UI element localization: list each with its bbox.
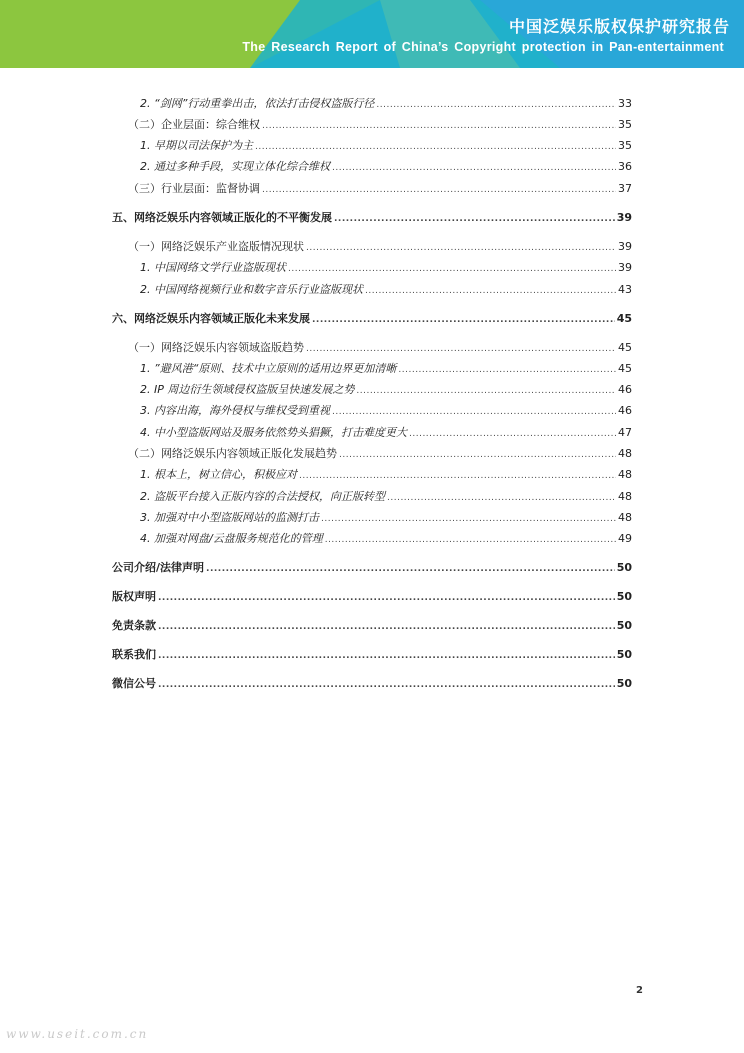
toc-entry-label: 2. IP 周边衍生领域侵权盗版呈快速发展之势: [140, 383, 355, 396]
toc-entry[interactable]: [112, 308, 632, 326]
toc-leader-dots: [332, 406, 616, 418]
toc-entry-page: 50: [616, 590, 632, 603]
toc-entry-label: （一）网络泛娱乐产业盗版情况现状: [128, 240, 304, 253]
toc-entry[interactable]: [112, 93, 632, 111]
toc-leader-dots: [409, 428, 616, 440]
toc-entry-label: 1. 根本上，树立信心，积极应对: [140, 468, 297, 481]
toc-entry[interactable]: [112, 178, 632, 196]
toc-entry[interactable]: [112, 557, 632, 575]
toc-entry-label: 2. “剑网”行动重拳出击，依法打击侵权盗版行径: [140, 97, 375, 110]
toc-entry-page: 45: [618, 362, 632, 375]
toc-entry-page: 35: [618, 118, 632, 131]
toc-entry-label: （三）行业层面：监督协调: [128, 182, 260, 195]
toc-entry[interactable]: [112, 236, 632, 254]
toc-entry-page: 39: [616, 211, 632, 224]
toc-entry-label: 2. 盗版平台接入正版内容的合法授权，向正版转型: [140, 490, 385, 503]
toc-entry[interactable]: [112, 528, 632, 546]
toc-entry-label: 1. 中国网络文学行业盗版现状: [140, 261, 286, 274]
toc-entry-label: 五、网络泛娱乐内容领域正版化的不平衡发展: [112, 211, 332, 224]
toc-entry-label: 公司介绍/法律声明: [112, 561, 205, 574]
toc-entry-label: 2. 通过多种手段，实现立体化综合维权: [140, 160, 330, 173]
toc-entry[interactable]: [112, 673, 632, 691]
toc-leader-dots: [365, 285, 616, 297]
report-subtitle: The Research Report of China’s Copyright protection in Pan-entertainment: [242, 40, 724, 54]
toc-leader-dots: [255, 141, 616, 153]
toc-leader-dots: [312, 314, 615, 326]
toc-leader-dots: [356, 385, 616, 397]
toc-entry-label: 微信公号: [112, 677, 156, 690]
toc-leader-dots: [262, 184, 616, 196]
toc-leader-dots: [398, 364, 616, 376]
toc-entry[interactable]: [112, 400, 632, 418]
toc-leader-dots: [332, 162, 616, 174]
toc-entry-page: 46: [618, 404, 632, 417]
toc-entry[interactable]: [112, 257, 632, 275]
toc-entry-page: 50: [616, 677, 632, 690]
toc-entry-label: 联系我们: [112, 648, 156, 661]
toc-entry[interactable]: [112, 156, 632, 174]
toc-entry-label: （二）企业层面：综合维权: [128, 118, 260, 131]
toc-entry-page: 50: [616, 561, 632, 574]
toc-entry-label: 六、网络泛娱乐内容领域正版化未来发展: [112, 312, 310, 325]
toc-entry-label: 1. 早期以司法保护为主: [140, 139, 253, 152]
toc-entry-label: 免责条款: [112, 619, 156, 632]
toc-entry-page: 39: [618, 240, 632, 253]
toc-entry-label: （二）网络泛娱乐内容领域正版化发展趋势: [128, 447, 337, 460]
toc-leader-dots: [306, 242, 616, 254]
toc-leader-dots: [306, 343, 616, 355]
toc-entry-page: 36: [618, 160, 632, 173]
toc-leader-dots: [321, 513, 616, 525]
toc-entry[interactable]: [112, 422, 632, 440]
toc-entry-label: 版权声明: [112, 590, 156, 603]
toc-entry-page: 45: [618, 341, 632, 354]
toc-leader-dots: [376, 99, 616, 111]
page-number: 2: [636, 985, 643, 996]
toc-entry[interactable]: [112, 644, 632, 662]
toc-entry[interactable]: [112, 114, 632, 132]
toc-entry-page: 48: [618, 447, 632, 460]
toc-entry-page: 35: [618, 139, 632, 152]
report-title: 中国泛娱乐版权保护研究报告: [508, 17, 730, 36]
toc-entry-label: 2. 中国网络视频行业和数字音乐行业盗版现状: [140, 283, 363, 296]
toc-entry-page: 43: [618, 283, 632, 296]
toc-entry-page: 48: [618, 490, 632, 503]
toc-entry[interactable]: [112, 207, 632, 225]
toc-entry[interactable]: [112, 507, 632, 525]
toc-entry-label: 3. 内容出海，海外侵权与维权受到重视: [140, 404, 330, 417]
toc-entry-page: 49: [618, 532, 632, 545]
toc-leader-dots: [206, 563, 615, 575]
toc-entry-label: （一）网络泛娱乐内容领域盗版趋势: [128, 341, 304, 354]
toc-entry[interactable]: [112, 464, 632, 482]
toc-leader-dots: [299, 470, 616, 482]
toc-entry[interactable]: [112, 379, 632, 397]
toc-entry[interactable]: [112, 358, 632, 376]
toc-leader-dots: [158, 679, 615, 691]
toc-entry[interactable]: [112, 486, 632, 504]
toc-entry[interactable]: [112, 337, 632, 355]
toc-leader-dots: [288, 263, 616, 275]
toc-entry-page: 48: [618, 468, 632, 481]
toc-entry-page: 50: [616, 619, 632, 632]
toc-leader-dots: [325, 534, 616, 546]
toc-leader-dots: [387, 492, 616, 504]
toc-entry[interactable]: [112, 135, 632, 153]
toc-entry-label: 4. 加强对网盘/云盘服务规范化的管理: [140, 532, 323, 545]
toc-leader-dots: [158, 650, 615, 662]
toc-entry-page: 50: [616, 648, 632, 661]
toc-leader-dots: [158, 621, 615, 633]
watermark: www.useit.com.cn: [6, 1027, 149, 1041]
toc-entry[interactable]: [112, 615, 632, 633]
toc-entry-page: 48: [618, 511, 632, 524]
toc-entry-page: 39: [618, 261, 632, 274]
toc-entry-label: 4. 中小型盗版网站及服务依然势头猖獗，打击难度更大: [140, 426, 407, 439]
toc-entry-page: 33: [618, 97, 632, 110]
report-header-banner: [0, 0, 744, 68]
toc-leader-dots: [334, 213, 615, 225]
toc-entry-page: 45: [616, 312, 632, 325]
toc-leader-dots: [339, 449, 616, 461]
toc-entry[interactable]: [112, 586, 632, 604]
toc-leader-dots: [158, 592, 615, 604]
toc-entry-label: 1. ”避风港“原则、技术中立原则的适用边界更加清晰: [140, 362, 397, 375]
toc-leader-dots: [262, 120, 616, 132]
toc-entry-page: 46: [618, 383, 632, 396]
toc-entry-label: 3. 加强对中小型盗版网站的监测打击: [140, 511, 319, 524]
toc-entry-page: 47: [618, 426, 632, 439]
toc-entry[interactable]: [112, 443, 632, 461]
toc-entry-page: 37: [618, 182, 632, 195]
toc-entry[interactable]: [112, 279, 632, 297]
